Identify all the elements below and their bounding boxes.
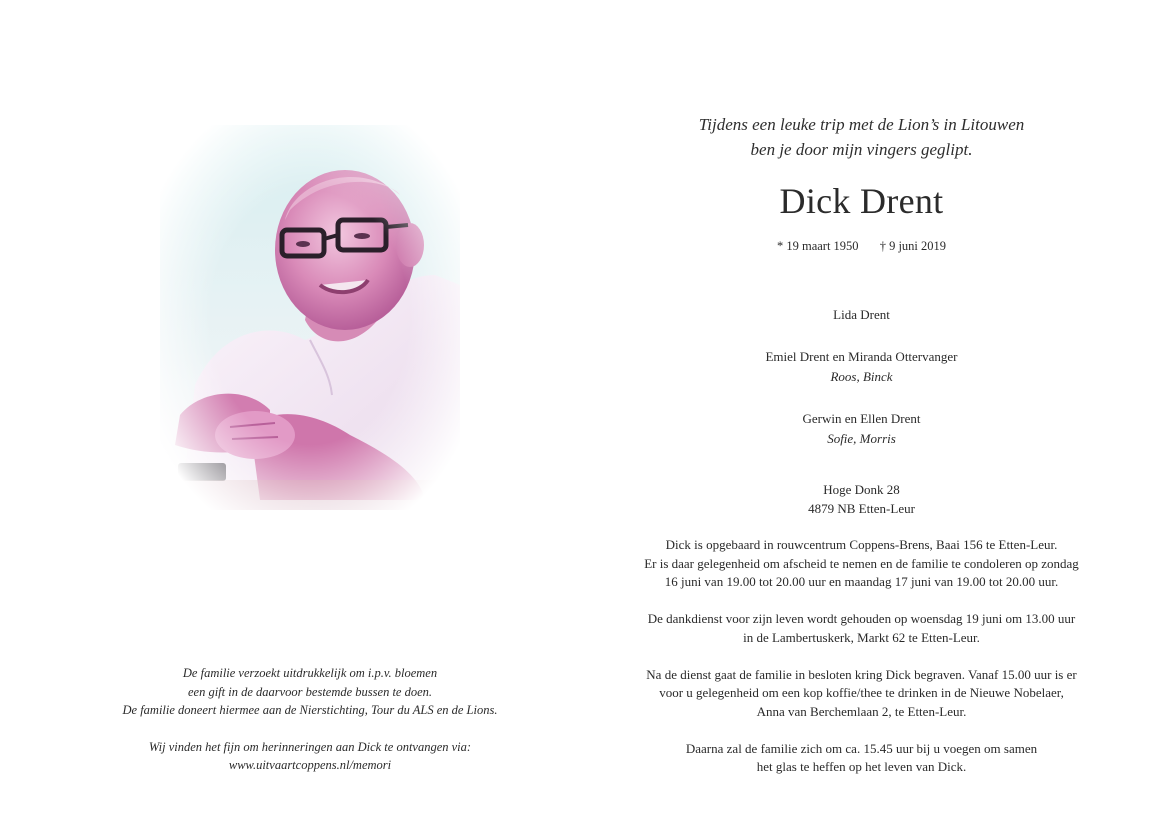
notice-line: 16 juni van 19.00 tot 20.00 uur en maandag 17 juni van 19.00 tot 20.00 uur. [664,574,1059,589]
family-member [584,347,1139,387]
memories-line: Wij vinden het fijn om herinneringen aan Dick te ontvangen via: [148,739,472,754]
family-member [584,409,1139,449]
notice-paragraph [584,666,1139,722]
notice-line: Er is daar gelegenheid om afscheid te nemen en de familie te condoleren op zondag [644,555,1079,571]
life-dates [584,239,1139,254]
portrait-illustration [160,125,460,510]
notice-line: Anna van Berchemlaan 2, te Etten-Leur. [756,703,967,719]
address-street: Hoge Donk 28 [823,482,900,497]
flowers-line: De familie verzoekt uitdrukkelijk om i.p.v. bloemen [182,666,438,680]
notice-line: in de Lambertuskerk, Markt 62 te Etten-Leur. [743,629,980,645]
family-names: Gerwin en Ellen Drent [802,411,921,426]
portrait-photo [160,125,460,510]
flowers-line: De familie doneert hiermee aan de Nierstichting, Tour du ALS en de Lions. [122,703,498,717]
notice-line: het glas te heffen op het leven van Dick. [756,759,967,774]
deceased-name: Dick Drent [779,181,944,221]
address-city: 4879 NB Etten-Leur [808,500,915,516]
notice-line: Daarna zal de familie zich om ca. 15.45 uur bij u voegen om samen [685,740,1038,756]
death-date: † 9 juni 2019 [879,239,947,253]
notice-line: Dick is opgebaard in rouwcentrum Coppens-Brens, Baai 156 te Etten-Leur. [665,537,1058,552]
family-children: Sofie, Morris [827,431,896,446]
family-list [584,305,1139,471]
family-member [584,305,1139,325]
notice-line: De dankdienst voor zijn leven wordt gehouden op woensdag 19 juni om 13.00 uur [647,611,1076,626]
memories-url: www.uitvaartcoppens.nl/memori [228,758,392,772]
notice-line: voor u gelegenheid om een kop koffie/thee te drinken in de Nieuwe Nobelaer, [659,685,1064,700]
notice-line: Na de dienst gaat de familie in besloten kring Dick begraven. Vanaf 15.00 uur is er [646,666,1077,682]
service-notices [584,536,1139,795]
notice-paragraph [584,536,1139,592]
verse-line: ben je door mijn vingers geglipt. [750,140,973,159]
verse-line: Tijdens een leuke trip met de Lion’s in Litouwen [698,115,1025,134]
notice-paragraph [584,740,1139,777]
right-page [584,0,1169,827]
verse [584,112,1139,162]
birth-date: * 19 maart 1950 [776,239,859,253]
family-children: Roos, Binck [830,369,893,384]
family-names: Lida Drent [833,307,890,322]
notice-paragraph [584,610,1139,647]
address [584,481,1139,518]
left-page [0,0,584,827]
family-names: Emiel Drent en Miranda Ottervanger [765,349,958,364]
donation-and-memories-notes [60,664,560,775]
flowers-line: een gift in de daarvoor bestemde bussen te doen. [187,684,433,699]
